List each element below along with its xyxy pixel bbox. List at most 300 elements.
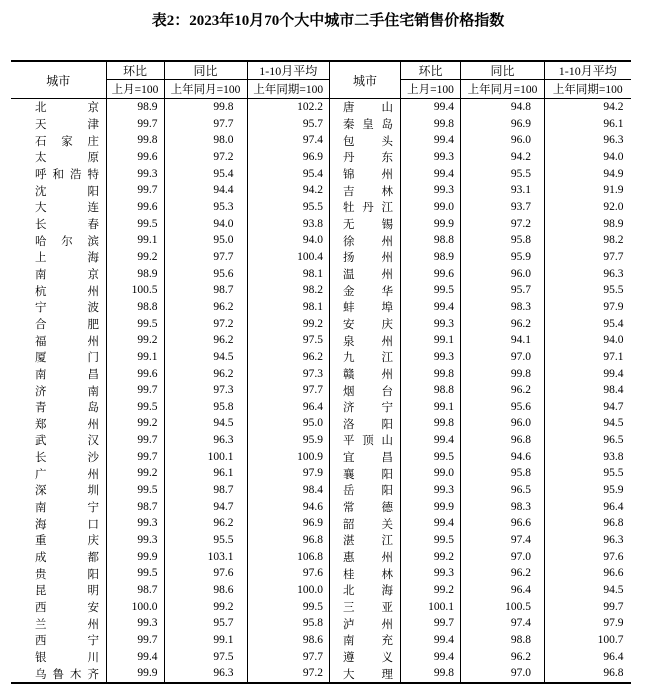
- table-row: [330, 249, 631, 266]
- table-row: [330, 549, 631, 566]
- city-cell: [330, 665, 401, 683]
- table-row: [11, 632, 329, 649]
- mom-base-header: 上月=100: [106, 80, 164, 99]
- mom-value: 99.4: [401, 649, 461, 666]
- mom-value: 99.9: [106, 549, 164, 566]
- avg-value: 96.3: [545, 266, 631, 283]
- yoy-value: 96.2: [461, 649, 545, 666]
- mom-value: 99.4: [401, 132, 461, 149]
- table-row: [330, 665, 631, 683]
- yoy-value: 99.1: [164, 632, 247, 649]
- table-row: [11, 432, 329, 449]
- avg-value: 97.9: [247, 465, 329, 482]
- table-row: [330, 532, 631, 549]
- city-name: 长沙: [35, 452, 99, 465]
- yoy-column-header: 同比: [164, 61, 247, 80]
- avg-value: 95.4: [545, 316, 631, 333]
- yoy-value: 98.3: [461, 499, 545, 516]
- city-name: 秦皇岛: [343, 119, 393, 132]
- city-name: 遵义: [343, 652, 393, 665]
- table-row: [11, 232, 329, 249]
- avg-value: 96.8: [545, 665, 631, 683]
- city-cell: [11, 266, 106, 283]
- city-cell: [11, 316, 106, 333]
- city-cell: [330, 632, 401, 649]
- mom-value: 99.7: [106, 116, 164, 133]
- avg-value: 96.3: [545, 532, 631, 549]
- table-row: [11, 415, 329, 432]
- yoy-value: 94.4: [164, 182, 247, 199]
- avg-value: 100.4: [247, 249, 329, 266]
- mom-value: 99.6: [106, 366, 164, 383]
- mom-value: 99.6: [401, 266, 461, 283]
- table-row: [11, 266, 329, 283]
- header-row-top: [330, 61, 631, 80]
- mom-value: 99.7: [106, 449, 164, 466]
- avg-value: 96.9: [247, 515, 329, 532]
- city-name: 贵阳: [35, 568, 99, 581]
- yoy-value: 94.0: [164, 216, 247, 233]
- mom-value: 98.7: [106, 582, 164, 599]
- avg-value: 94.0: [247, 232, 329, 249]
- city-name: 济南: [35, 385, 99, 398]
- mom-value: 99.4: [401, 515, 461, 532]
- mom-value: 99.8: [106, 132, 164, 149]
- yoy-value: 97.4: [461, 615, 545, 632]
- table-row: [11, 182, 329, 199]
- city-cell: [330, 216, 401, 233]
- table-row: [11, 316, 329, 333]
- mom-value: 99.4: [401, 99, 461, 116]
- city-cell: [330, 599, 401, 616]
- yoy-value: 94.2: [461, 149, 545, 166]
- city-name: 厦门: [35, 352, 99, 365]
- yoy-value: 96.4: [461, 582, 545, 599]
- avg-value: 99.7: [545, 599, 631, 616]
- city-cell: [11, 99, 106, 116]
- mom-value: 99.5: [401, 449, 461, 466]
- mom-value: 99.4: [401, 432, 461, 449]
- mom-value: 99.3: [106, 515, 164, 532]
- price-index-table-left: [11, 60, 329, 684]
- city-name: 常德: [343, 502, 393, 515]
- avg-value: 93.8: [247, 216, 329, 233]
- avg-value: 98.4: [545, 382, 631, 399]
- avg-value: 106.8: [247, 549, 329, 566]
- city-name: 银川: [35, 652, 99, 665]
- avg-value: 97.6: [247, 565, 329, 582]
- yoy-value: 94.7: [164, 499, 247, 516]
- yoy-value: 95.7: [461, 282, 545, 299]
- mom-value: 99.5: [106, 399, 164, 416]
- city-name: 南京: [35, 268, 99, 281]
- mom-value: 99.4: [401, 632, 461, 649]
- mom-value: 98.9: [106, 99, 164, 116]
- avg-value: 97.9: [545, 615, 631, 632]
- city-name: 天津: [35, 119, 99, 132]
- avg-value: 95.9: [545, 482, 631, 499]
- avg-value: 98.2: [545, 232, 631, 249]
- yoy-value: 95.4: [164, 166, 247, 183]
- city-cell: [11, 482, 106, 499]
- city-name: 锦州: [343, 168, 393, 181]
- yoy-value: 96.2: [461, 565, 545, 582]
- mom-value: 98.8: [106, 299, 164, 316]
- mom-value: 99.5: [106, 565, 164, 582]
- city-cell: [11, 549, 106, 566]
- yoy-value: 96.1: [164, 465, 247, 482]
- yoy-value: 97.3: [164, 382, 247, 399]
- table-row: [330, 482, 631, 499]
- table-row: [330, 382, 631, 399]
- table-row: [330, 232, 631, 249]
- price-index-table-right: [329, 60, 631, 684]
- city-name: 乌鲁木齐: [35, 668, 99, 681]
- avg-value: 98.9: [545, 216, 631, 233]
- yoy-column-header: 同比: [461, 61, 545, 80]
- avg-value: 94.2: [247, 182, 329, 199]
- table-row: [11, 199, 329, 216]
- mom-value: 99.2: [401, 582, 461, 599]
- mom-value: 98.9: [106, 266, 164, 283]
- avg-value: 94.5: [545, 582, 631, 599]
- city-column-header: 城市: [330, 61, 401, 99]
- table-row: [11, 615, 329, 632]
- city-name: 吉林: [343, 185, 393, 198]
- avg-value: 95.5: [247, 199, 329, 216]
- yoy-value: 94.5: [164, 415, 247, 432]
- mom-base-header: 上月=100: [401, 80, 461, 99]
- city-cell: [330, 582, 401, 599]
- city-name: 唐山: [343, 102, 393, 115]
- avg-value: 94.6: [247, 499, 329, 516]
- city-cell: [11, 349, 106, 366]
- yoy-value: 96.0: [461, 415, 545, 432]
- city-name: 平顶山: [343, 435, 393, 448]
- table-row: [11, 549, 329, 566]
- yoy-value: 100.1: [164, 449, 247, 466]
- table-row: [11, 249, 329, 266]
- city-cell: [11, 399, 106, 416]
- yoy-base-header: 上年同月=100: [461, 80, 545, 99]
- city-name: 成都: [35, 552, 99, 565]
- table-row: [11, 449, 329, 466]
- city-name: 温州: [343, 268, 393, 281]
- mom-value: 99.3: [106, 532, 164, 549]
- city-name: 深圳: [35, 485, 99, 498]
- yoy-value: 94.6: [461, 449, 545, 466]
- mom-value: 99.3: [401, 565, 461, 582]
- city-cell: [330, 349, 401, 366]
- avg-value: 97.7: [247, 649, 329, 666]
- city-name: 湛江: [343, 535, 393, 548]
- table-title: 表2：2023年10月70个大中城市二手住宅销售价格指数: [151, 13, 505, 29]
- avg-value: 96.8: [247, 532, 329, 549]
- avg-base-header: 上年同期=100: [545, 80, 631, 99]
- mom-value: 99.8: [401, 415, 461, 432]
- header-row-top: [11, 61, 329, 80]
- table-body-left: [11, 99, 329, 683]
- avg-value: 97.7: [545, 249, 631, 266]
- avg-value: 96.4: [247, 399, 329, 416]
- city-name: 沈阳: [35, 185, 99, 198]
- yoy-value: 97.0: [461, 665, 545, 683]
- yoy-value: 97.2: [164, 316, 247, 333]
- city-name: 石家庄: [35, 135, 99, 148]
- avg-value: 96.1: [545, 116, 631, 133]
- table-row: [11, 299, 329, 316]
- yoy-value: 98.3: [461, 299, 545, 316]
- city-cell: [330, 149, 401, 166]
- yoy-value: 95.8: [164, 399, 247, 416]
- mom-value: 99.1: [401, 399, 461, 416]
- avg-value: 96.3: [545, 132, 631, 149]
- avg-value: 96.4: [545, 649, 631, 666]
- city-cell: [330, 249, 401, 266]
- yoy-value: 99.8: [164, 99, 247, 116]
- city-cell: [11, 432, 106, 449]
- yoy-value: 93.7: [461, 199, 545, 216]
- mom-value: 99.0: [401, 465, 461, 482]
- mom-value: 98.7: [106, 499, 164, 516]
- table-row: [330, 282, 631, 299]
- table-row: [330, 199, 631, 216]
- avg-value: 94.0: [545, 332, 631, 349]
- mom-value: 99.7: [106, 382, 164, 399]
- avg-value: 97.7: [247, 382, 329, 399]
- mom-value: 99.8: [401, 366, 461, 383]
- city-name: 大理: [343, 668, 393, 681]
- mom-value: 99.1: [106, 349, 164, 366]
- city-name: 烟台: [343, 385, 393, 398]
- avg-value: 99.2: [247, 316, 329, 333]
- city-cell: [11, 599, 106, 616]
- yoy-value: 95.6: [461, 399, 545, 416]
- yoy-value: 96.2: [164, 515, 247, 532]
- yoy-value: 96.6: [461, 515, 545, 532]
- city-name: 青岛: [35, 402, 99, 415]
- avg-value: 98.1: [247, 299, 329, 316]
- city-name: 济宁: [343, 402, 393, 415]
- mom-value: 99.7: [106, 432, 164, 449]
- avg-value: 100.7: [545, 632, 631, 649]
- table-row: [330, 182, 631, 199]
- avg-value: 95.5: [545, 282, 631, 299]
- yoy-value: 97.5: [164, 649, 247, 666]
- table-row: [330, 299, 631, 316]
- city-name: 西宁: [35, 635, 99, 648]
- city-cell: [11, 149, 106, 166]
- city-name: 福州: [35, 335, 99, 348]
- avg-value: 94.5: [545, 415, 631, 432]
- city-name: 大连: [35, 202, 99, 215]
- avg-column-header: 1-10月平均: [247, 61, 329, 80]
- table-row: [11, 132, 329, 149]
- avg-value: 96.2: [247, 349, 329, 366]
- table-row: [11, 565, 329, 582]
- table-row: [330, 515, 631, 532]
- table-row: [11, 382, 329, 399]
- avg-value: 97.3: [247, 366, 329, 383]
- yoy-base-header: 上年同月=100: [164, 80, 247, 99]
- yoy-value: 96.2: [164, 332, 247, 349]
- table-row: [11, 499, 329, 516]
- table-row: [330, 465, 631, 482]
- avg-value: 99.4: [545, 366, 631, 383]
- city-cell: [11, 382, 106, 399]
- yoy-value: 98.7: [164, 482, 247, 499]
- city-cell: [11, 515, 106, 532]
- table-row: [11, 116, 329, 133]
- table-row: [330, 166, 631, 183]
- avg-value: 92.0: [545, 199, 631, 216]
- mom-value: 99.5: [106, 216, 164, 233]
- city-cell: [330, 649, 401, 666]
- mom-value: 99.1: [401, 332, 461, 349]
- city-name: 南宁: [35, 502, 99, 515]
- avg-value: 98.1: [247, 266, 329, 283]
- table-row: [330, 649, 631, 666]
- city-cell: [330, 199, 401, 216]
- avg-value: 96.9: [247, 149, 329, 166]
- city-name: 韶关: [343, 518, 393, 531]
- city-cell: [11, 449, 106, 466]
- city-name: 丹东: [343, 152, 393, 165]
- yoy-value: 98.6: [164, 582, 247, 599]
- avg-value: 97.6: [545, 549, 631, 566]
- city-name: 郑州: [35, 418, 99, 431]
- avg-value: 97.1: [545, 349, 631, 366]
- table-row: [11, 216, 329, 233]
- mom-value: 99.2: [401, 549, 461, 566]
- mom-value: 99.1: [106, 232, 164, 249]
- avg-base-header: 上年同期=100: [247, 80, 329, 99]
- city-cell: [11, 465, 106, 482]
- table-row: [330, 599, 631, 616]
- yoy-value: 97.0: [461, 549, 545, 566]
- mom-value: 99.3: [401, 316, 461, 333]
- yoy-value: 95.0: [164, 232, 247, 249]
- city-name: 包头: [343, 135, 393, 148]
- table-row: [330, 349, 631, 366]
- city-cell: [11, 332, 106, 349]
- mom-value: 100.5: [106, 282, 164, 299]
- table-row: [330, 216, 631, 233]
- table-row: [11, 99, 329, 116]
- mom-value: 99.2: [106, 465, 164, 482]
- city-cell: [330, 182, 401, 199]
- table-row: [11, 532, 329, 549]
- mom-value: 98.9: [401, 249, 461, 266]
- table-row: [11, 582, 329, 599]
- mom-column-header: 环比: [106, 61, 164, 80]
- table-body-right: [330, 99, 631, 683]
- city-cell: [330, 449, 401, 466]
- avg-value: 95.5: [545, 465, 631, 482]
- city-cell: [11, 216, 106, 233]
- mom-value: 99.8: [401, 116, 461, 133]
- city-name: 宜昌: [343, 452, 393, 465]
- avg-value: 98.4: [247, 482, 329, 499]
- yoy-value: 94.1: [461, 332, 545, 349]
- table-row: [330, 582, 631, 599]
- yoy-value: 95.7: [164, 615, 247, 632]
- avg-value: 97.9: [545, 299, 631, 316]
- yoy-value: 96.5: [461, 482, 545, 499]
- city-cell: [11, 249, 106, 266]
- yoy-value: 96.3: [164, 432, 247, 449]
- avg-value: 95.0: [247, 415, 329, 432]
- avg-value: 100.0: [247, 582, 329, 599]
- table-row: [11, 649, 329, 666]
- avg-value: 96.8: [545, 515, 631, 532]
- city-cell: [11, 282, 106, 299]
- table-row: [330, 149, 631, 166]
- mom-value: 99.7: [401, 615, 461, 632]
- yoy-value: 99.8: [461, 366, 545, 383]
- city-cell: [330, 415, 401, 432]
- city-name: 安庆: [343, 318, 393, 331]
- table-row: [11, 149, 329, 166]
- mom-value: 99.3: [401, 149, 461, 166]
- city-cell: [11, 582, 106, 599]
- city-cell: [11, 232, 106, 249]
- city-name: 西安: [35, 602, 99, 615]
- city-cell: [11, 366, 106, 383]
- avg-value: 99.5: [247, 599, 329, 616]
- city-cell: [11, 182, 106, 199]
- city-cell: [330, 332, 401, 349]
- mom-value: 99.3: [401, 182, 461, 199]
- table-row: [330, 366, 631, 383]
- yoy-value: 95.8: [461, 465, 545, 482]
- city-name: 武汉: [35, 435, 99, 448]
- yoy-value: 97.0: [461, 349, 545, 366]
- mom-value: 99.5: [106, 482, 164, 499]
- city-cell: [330, 382, 401, 399]
- avg-value: 93.8: [545, 449, 631, 466]
- city-name: 广州: [35, 468, 99, 481]
- yoy-value: 95.6: [164, 266, 247, 283]
- table-row: [330, 615, 631, 632]
- city-name: 昆明: [35, 585, 99, 598]
- table-row: [330, 266, 631, 283]
- mom-value: 99.3: [106, 166, 164, 183]
- city-name: 兰州: [35, 618, 99, 631]
- mom-value: 99.5: [401, 282, 461, 299]
- yoy-value: 95.5: [164, 532, 247, 549]
- yoy-value: 96.8: [461, 432, 545, 449]
- city-name: 南昌: [35, 368, 99, 381]
- city-cell: [330, 116, 401, 133]
- table-row: [330, 415, 631, 432]
- city-name: 徐州: [343, 235, 393, 248]
- avg-value: 97.2: [247, 665, 329, 683]
- city-cell: [330, 565, 401, 582]
- table-row: [11, 166, 329, 183]
- table-row: [11, 282, 329, 299]
- city-name: 金华: [343, 285, 393, 298]
- yoy-value: 94.8: [461, 99, 545, 116]
- yoy-value: 95.9: [461, 249, 545, 266]
- mom-value: 99.9: [106, 665, 164, 683]
- city-name: 呼和浩特: [35, 168, 99, 181]
- mom-value: 99.5: [106, 316, 164, 333]
- mom-column-header: 环比: [401, 61, 461, 80]
- city-name: 北京: [35, 102, 99, 115]
- table-row: [11, 599, 329, 616]
- yoy-value: 97.2: [461, 216, 545, 233]
